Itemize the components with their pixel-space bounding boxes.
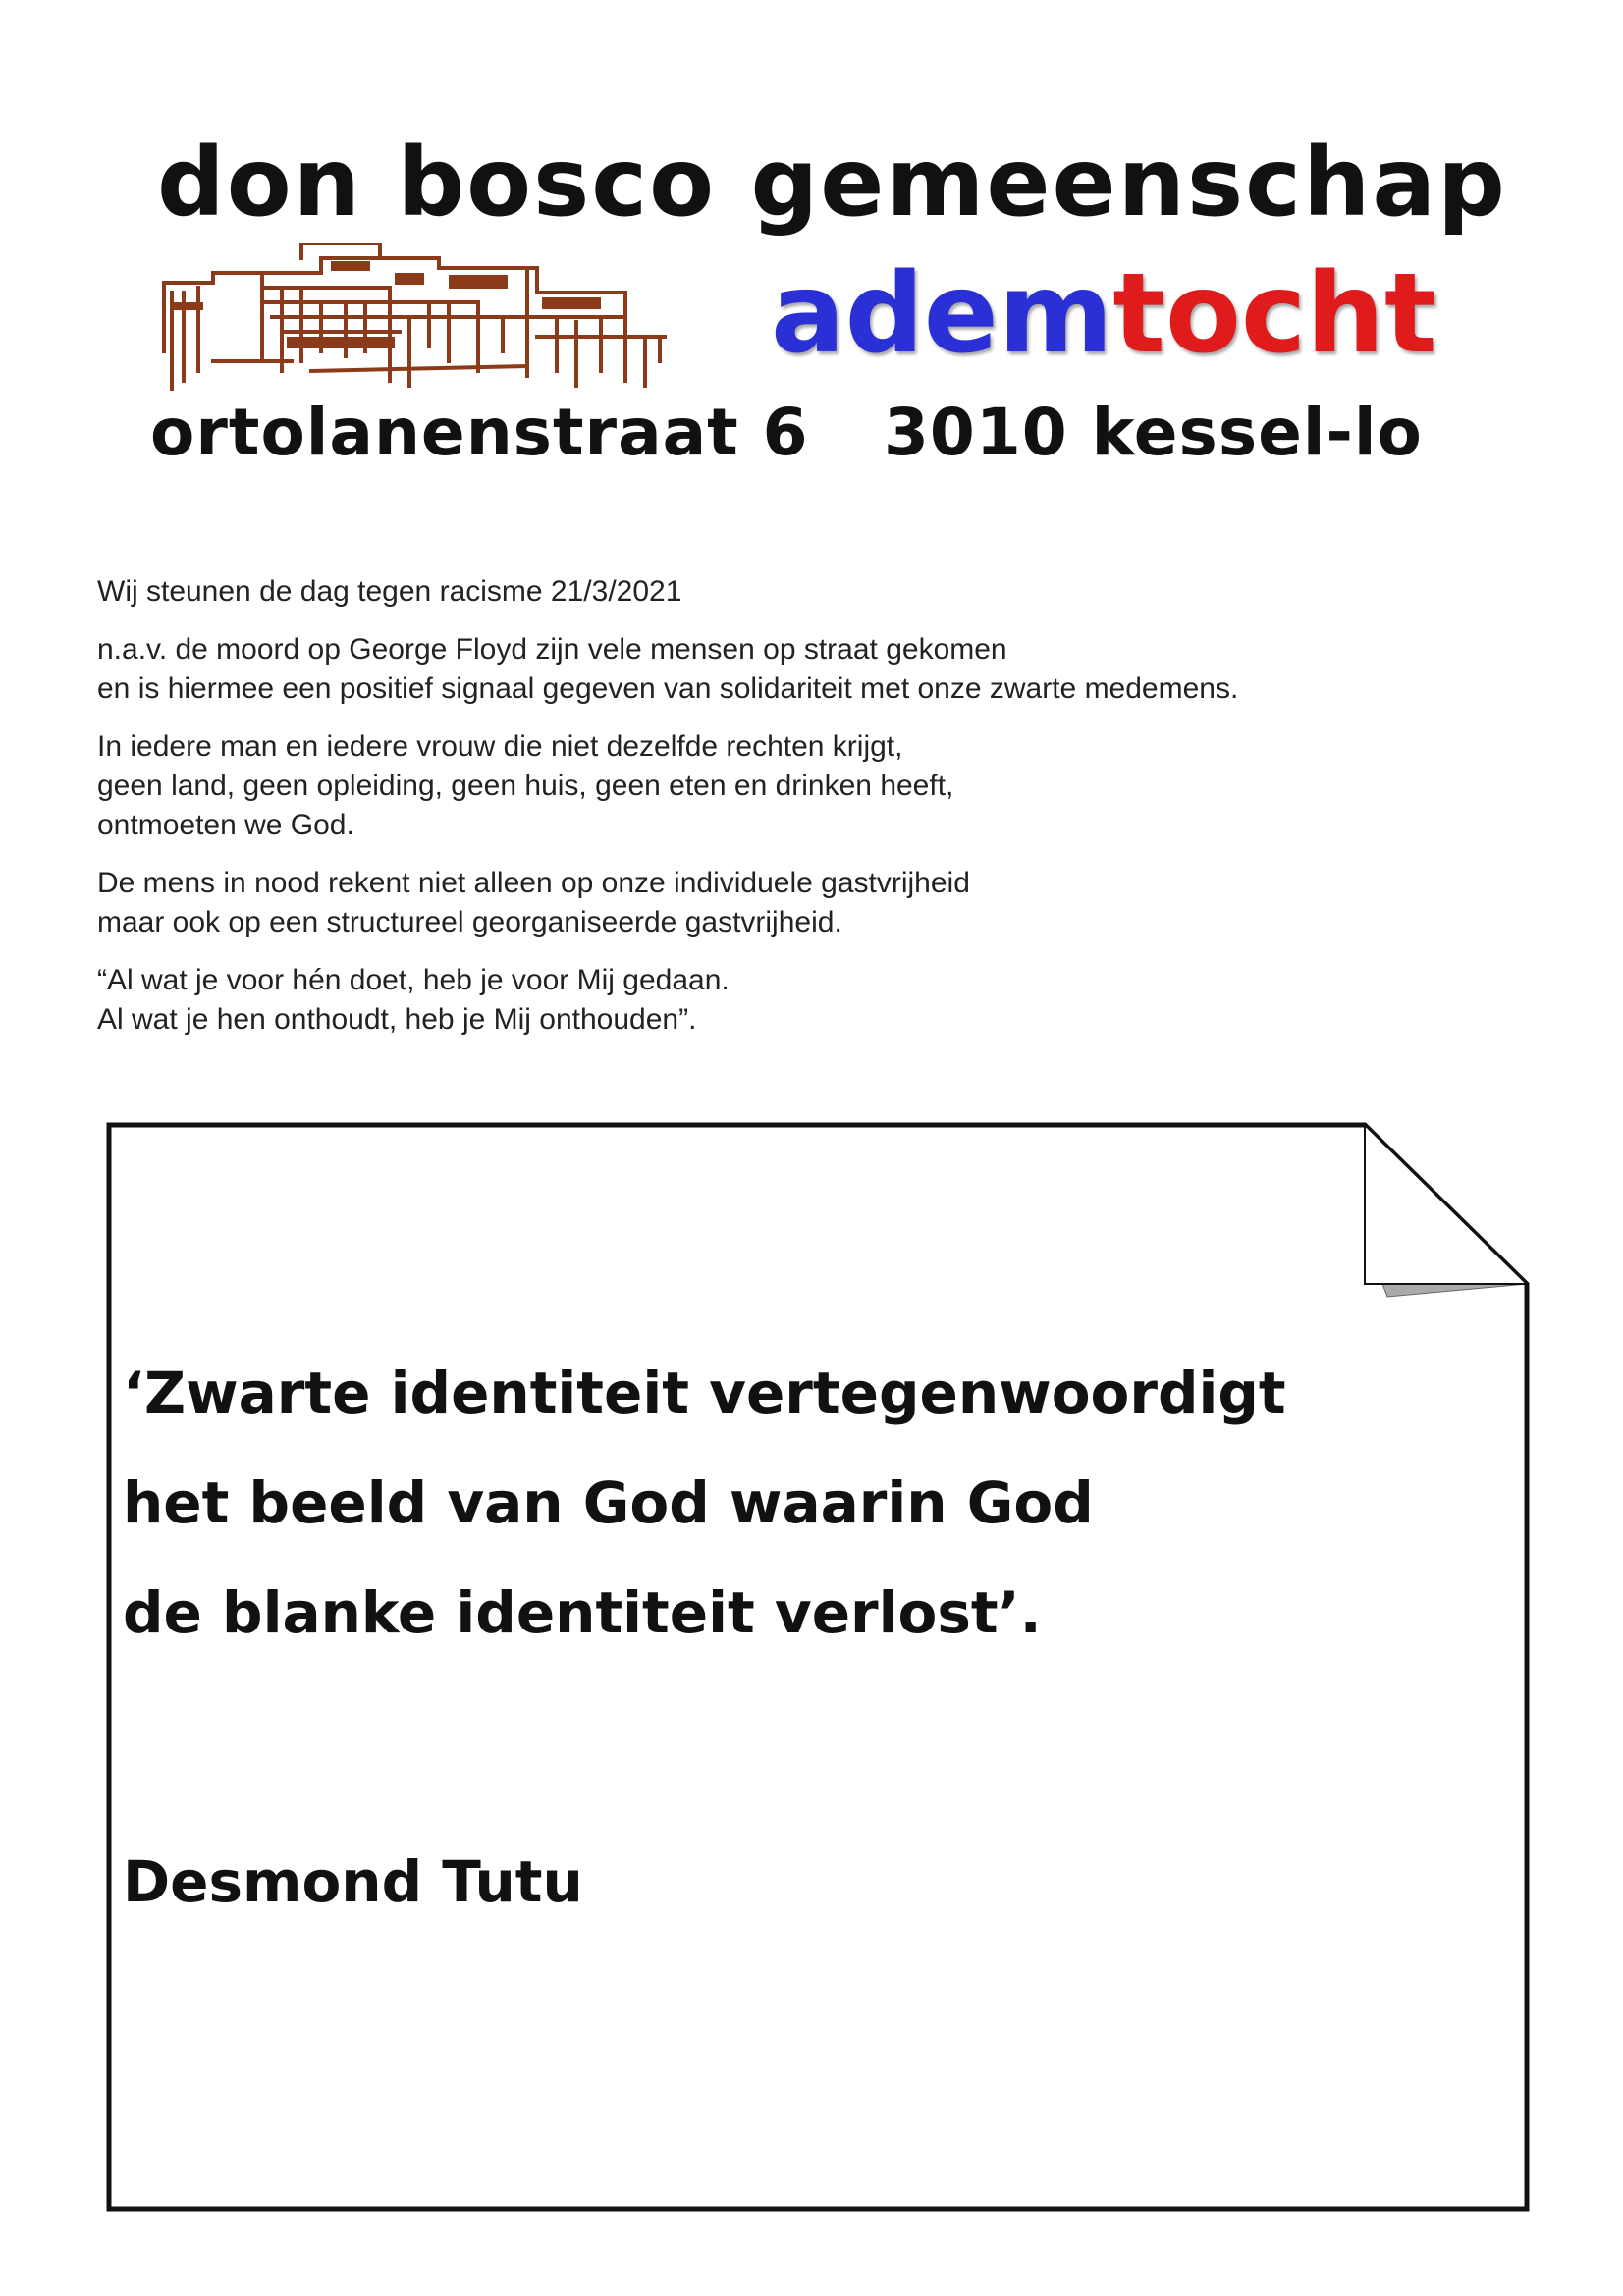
building-sketch-icon [154, 243, 675, 391]
paragraph-line: maar ook op een structureel georganiseerde gastvrijheid. [97, 906, 842, 938]
quote-card [106, 1122, 1530, 2212]
community-name: don bosco gemeenschap [157, 128, 1507, 238]
paragraph-line: De mens in nood rekent niet alleen op onze individuele gastvrijheid [97, 867, 970, 899]
paragraph [97, 572, 1491, 612]
quote-line: de blanke identiteit verlost’. [123, 1579, 1042, 1646]
brand-part-adem: adem [771, 250, 1113, 378]
paragraph [97, 961, 1491, 1040]
letterhead [113, 108, 1507, 501]
paragraph-line: “Al wat je voor hén doet, heb je voor Mij gedaan. [97, 964, 730, 996]
paragraph [97, 727, 1491, 845]
address-street: ortolanenstraat 6 [150, 395, 809, 470]
paragraph [97, 864, 1491, 942]
body-text [97, 572, 1491, 1058]
paragraph-line: Wij steunen de dag tegen racisme 21/3/2021 [97, 575, 682, 608]
quote-line: het beeld van God waarin God [123, 1469, 1094, 1536]
address-city: 3010 kessel-lo [884, 395, 1423, 470]
paragraph-line: ontmoeten we God. [97, 809, 354, 841]
quote-text [123, 1338, 1286, 1668]
quote-author: Desmond Tutu [123, 1848, 583, 1915]
quote-line: ‘Zwarte identiteit vertegenwoordigt [123, 1360, 1286, 1426]
paragraph [97, 630, 1491, 709]
paragraph-line: geen land, geen opleiding, geen huis, geen eten en drinken heeft, [97, 770, 954, 802]
paragraph-line: en is hiermee een positief signaal gegeven van solidariteit met onze zwarte medemens. [97, 672, 1239, 705]
brand-part-tocht: tocht [1112, 250, 1437, 378]
paragraph-line: n.a.v. de moord op George Floyd zijn vele mensen op straat gekomen [97, 633, 1007, 666]
paragraph-line: In iedere man en iedere vrouw die niet dezelfde rechten krijgt, [97, 730, 903, 763]
brand-logo [771, 250, 1437, 378]
paragraph-line: Al wat je hen onthoudt, heb je Mij onthouden”. [97, 1003, 697, 1036]
